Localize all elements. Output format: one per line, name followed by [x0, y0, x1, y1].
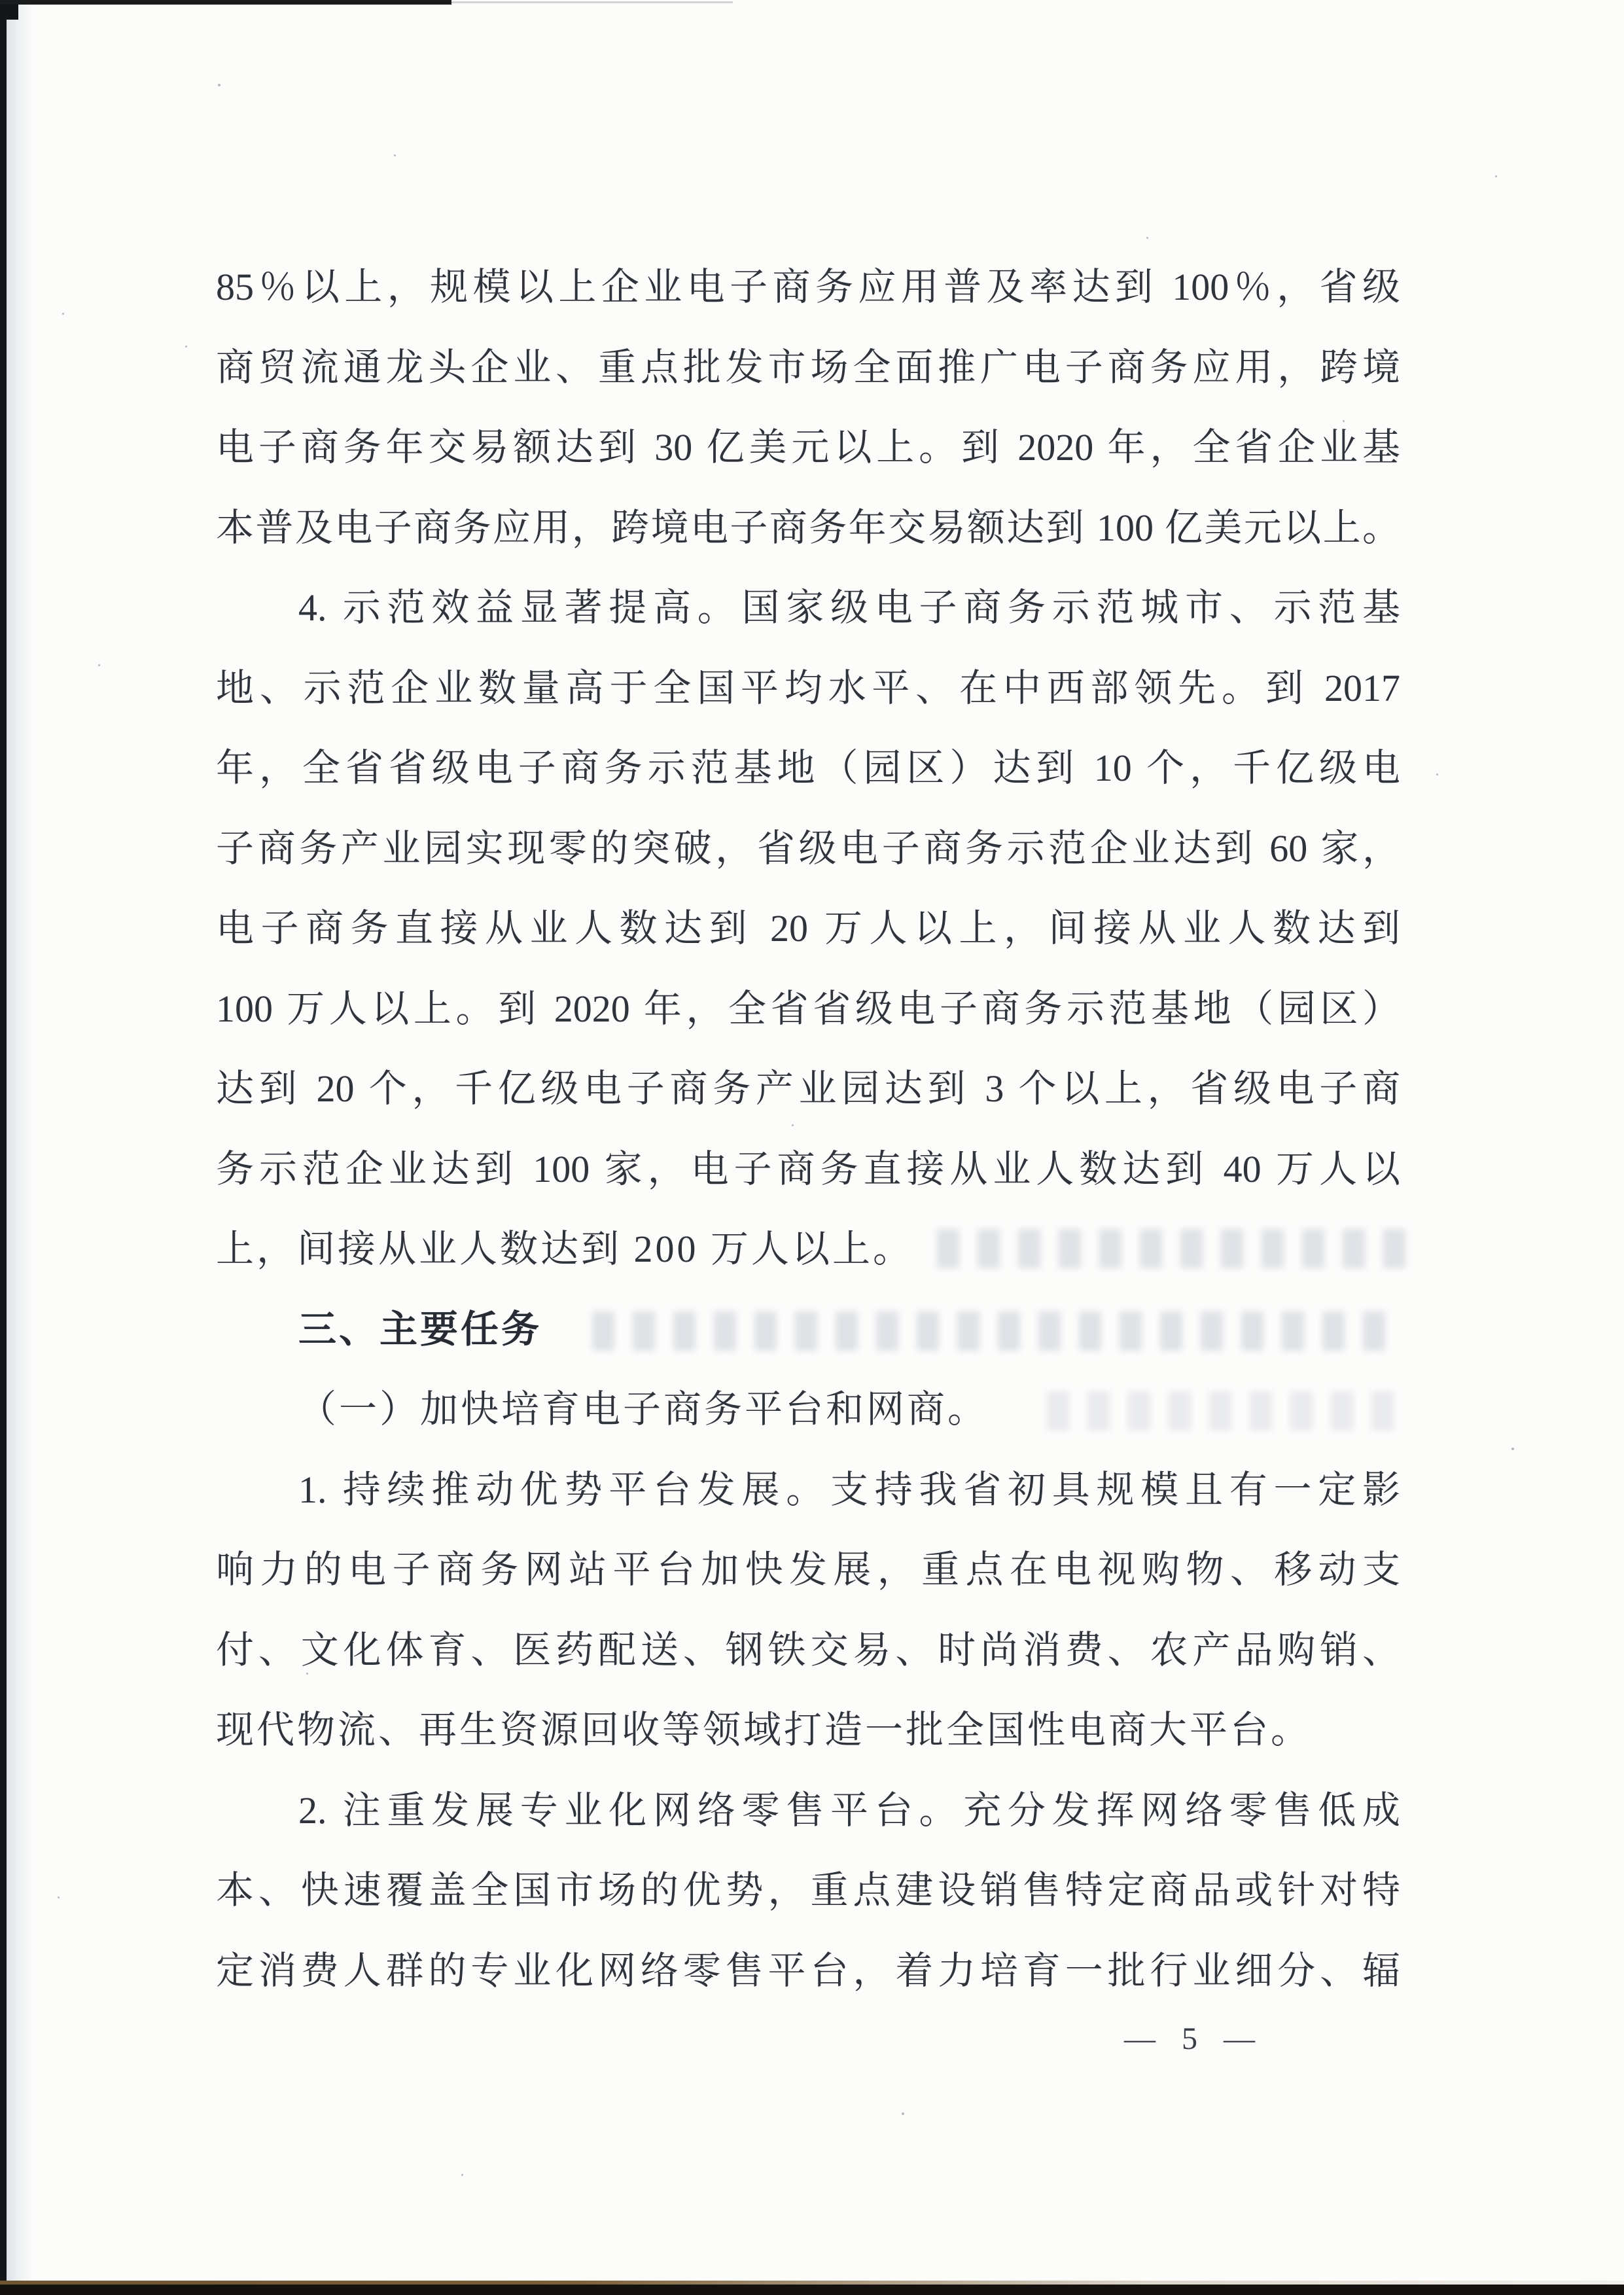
text-line-item-2-start: 2. 注重发展专业化网络零售平台。充分发挥网络零售低成: [298, 1788, 1400, 1832]
scan-speckle: [218, 84, 221, 86]
text-line: 100 万人以上。到 2020 年，全省省级电子商务示范基地（园区）: [216, 987, 1400, 1030]
subsection-heading: （一）加快培育电子商务平台和网商。: [298, 1388, 989, 1431]
bleed-through-ghost: [937, 1229, 1411, 1268]
text-line: 地、示范企业数量高于全国平均水平、在中西部领先。到 2017: [216, 666, 1400, 709]
text-line: 85％以上，规模以上企业电子商务应用普及率达到 100％，省级: [216, 266, 1400, 308]
text-line: 响力的电子商务网站平台加快发展，重点在电视购物、移动支: [216, 1548, 1400, 1591]
scan-speckle: [1146, 237, 1148, 239]
page-number: — 5 —: [1124, 2021, 1264, 2056]
scan-speckle: [185, 346, 187, 347]
text-line: 电子商务直接从业人数达到 20 万人以上，间接从业人数达到: [216, 907, 1400, 950]
scan-speckle: [1495, 175, 1497, 177]
scan-speckle: [1343, 420, 1345, 422]
text-line: 电子商务年交易额达到 30 亿美元以上。到 2020 年，全省企业基: [216, 426, 1400, 469]
scan-speckle: [792, 1124, 794, 1126]
scan-edge-top: [0, 0, 451, 5]
text-line: 定消费人群的专业化网络零售平台，着力培育一批行业细分、辐: [216, 1949, 1400, 1992]
scan-speckle: [461, 2174, 463, 2176]
bleed-through-ghost: [592, 1311, 1403, 1351]
text-line: 年，全省省级电子商务示范基地（园区）达到 10 个，千亿级电: [216, 747, 1400, 789]
scan-speckle: [58, 1896, 60, 1898]
text-line-item-1-start: 1. 持续推动优势平台发展。支持我省初具规模且有一定影: [298, 1468, 1400, 1511]
scan-speckle: [1511, 1448, 1514, 1450]
text-line: 商贸流通龙头企业、重点批发市场全面推广电子商务应用，跨境: [216, 346, 1400, 389]
scan-speckle: [1436, 774, 1438, 775]
scan-speckle: [902, 2112, 904, 2115]
text-line-item-4-start: 4. 示范效益显著提高。国家级电子商务示范城市、示范基: [298, 586, 1400, 629]
text-line: 现代物流、再生资源回收等领域打造一批全国性电商大平台。: [216, 1709, 1312, 1751]
scan-speckle: [62, 313, 64, 315]
scan-speckle: [306, 1673, 308, 1675]
document-body: [216, 247, 1400, 2011]
text-line: 子商务产业园实现零的突破，省级电子商务示范企业达到 60 家，: [216, 827, 1400, 870]
scan-edge-bottom: [0, 2285, 1624, 2295]
scan-speckle: [394, 154, 396, 156]
text-line: 上，间接从业人数达到 200 万人以上。: [216, 1228, 914, 1270]
text-line: 本普及电子商务应用，跨境电子商务年交易额达到 100 亿美元以上。: [216, 506, 1400, 549]
scan-speckle: [98, 664, 100, 666]
scan-edge-left-shadow: [7, 0, 33, 2295]
text-line: 务示范企业达到 100 家，电子商务直接从业人数达到 40 万人以: [216, 1147, 1400, 1190]
text-line: 本、快速覆盖全国市场的优势，重点建设销售特定商品或针对特: [216, 1869, 1400, 1912]
text-line: 达到 20 个，千亿级电子商务产业园达到 3 个以上，省级电子商: [216, 1067, 1400, 1110]
scan-edge-top-faint: [451, 1, 733, 3]
text-line: 付、文化体育、医药配送、钢铁交易、时尚消费、农产品购销、: [216, 1628, 1400, 1671]
scan-edge-left: [0, 0, 7, 2295]
bleed-through-ghost: [1047, 1391, 1403, 1431]
section-heading: 三、主要任务: [298, 1308, 542, 1351]
